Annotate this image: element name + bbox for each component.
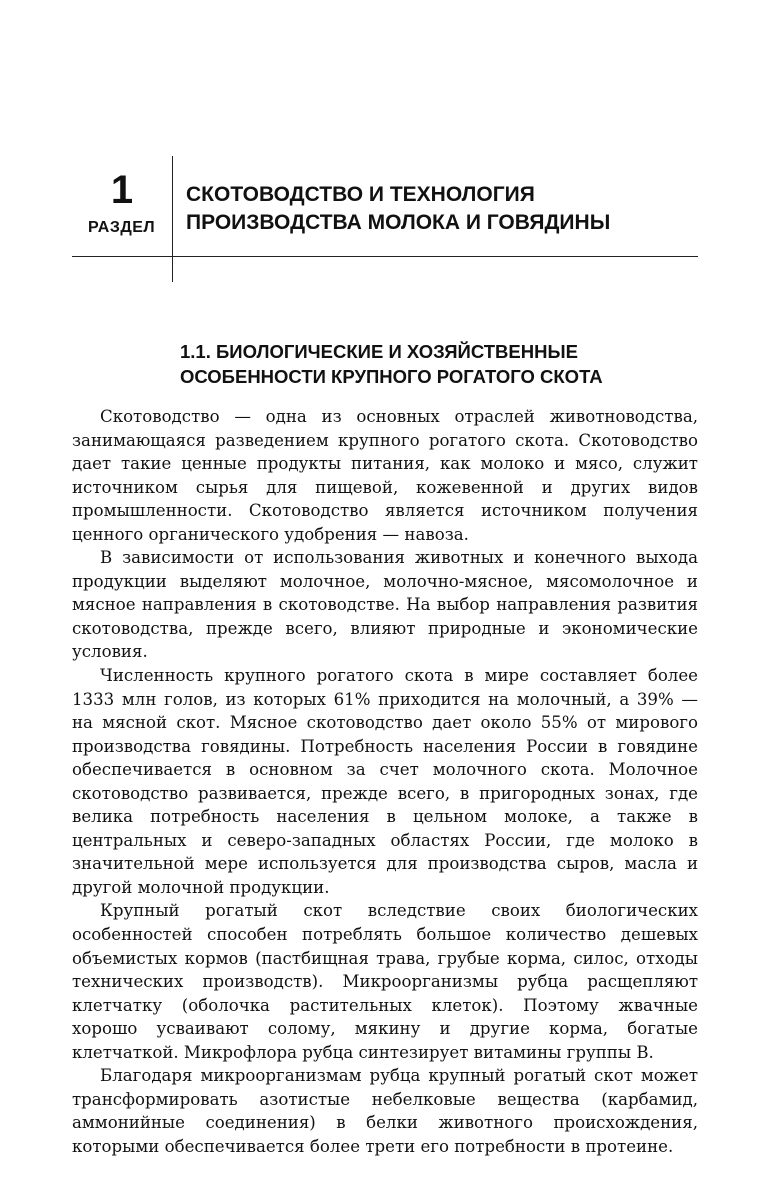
paragraph-line: на мясной скот. Мясное скотоводство дает около 55% от мирового	[72, 713, 698, 733]
paragraph-line: велика потребность населения в цельном молоке, а также в	[72, 807, 698, 827]
paragraph-line: 1333 млн голов, из которых 61% приходится на молочный, а 39% —	[72, 689, 698, 709]
chapter-number: 1	[110, 168, 134, 212]
paragraph-line: технических производств). Микроорганизмы рубца расщепляют	[72, 972, 698, 992]
body-text	[72, 405, 698, 1159]
paragraph-line: объемистых кормов (пастбищная трава, грубые корма, силос, отходы	[72, 948, 698, 968]
paragraph	[72, 664, 698, 899]
paragraph-line: клетчаткой. Микрофлора рубца синтезирует витамины группы В.	[72, 1042, 654, 1062]
section-title-line: ОСОБЕННОСТИ КРУПНОГО РОГАТОГО СКОТА	[180, 366, 603, 387]
paragraph-line: обеспечивается в основном за счет молочного скота. Молочное	[72, 760, 698, 780]
paragraph	[72, 405, 698, 546]
paragraph-line: источником сырья для пищевой, кожевенной и других видов	[72, 477, 698, 497]
paragraph-line: скотоводство развивается, прежде всего, в пригородных зонах, где	[72, 783, 698, 803]
paragraph-line: продукции выделяют молочное, молочно-мясное, мясомолочное и	[72, 571, 698, 591]
chapter-title-line: ПРОИЗВОДСТВА МОЛОКА И ГОВЯДИНЫ	[186, 211, 611, 234]
paragraph-line: мясное направления в скотоводстве. На выбор направления развития	[72, 595, 698, 615]
chapter-title-line: СКОТОВОДСТВО И ТЕХНОЛОГИЯ	[186, 183, 535, 206]
paragraph	[72, 899, 698, 1064]
section-title	[180, 339, 680, 389]
paragraph-line: промышленности. Скотоводство является источником получения	[72, 501, 698, 521]
paragraph-line: производства говядины. Потребность населения России в говядине	[72, 736, 698, 756]
paragraph-line: В зависимости от использования животных и конечного выхода	[100, 548, 698, 568]
paragraph-line: другой молочной продукции.	[72, 877, 330, 897]
chapter-label: РАЗДЕЛ	[88, 219, 156, 236]
paragraph-line: скотоводства, прежде всего, влияют природные и экономические	[72, 618, 698, 638]
section-title-line: 1.1. БИОЛОГИЧЕСКИЕ И ХОЗЯЙСТВЕННЫЕ	[180, 341, 578, 362]
paragraph-line: центральных и северо-западных областях России, где молоко в	[72, 830, 698, 850]
chapter-horizontal-divider	[72, 256, 698, 257]
paragraph-line: занимающаяся разведением крупного рогатого скота. Скотоводство	[72, 430, 698, 450]
paragraph-line: Благодаря микроорганизмам рубца крупный рогатый скот может	[100, 1066, 698, 1086]
paragraph-line: дает такие ценные продукты питания, как молоко и мясо, служит	[72, 454, 698, 474]
paragraph-line: Численность крупного рогатого скота в мире составляет более	[100, 666, 698, 686]
paragraph-line: трансформировать азотистые небелковые вещества (карбамид,	[72, 1089, 698, 1109]
paragraph-line: Скотоводство — одна из основных отраслей животноводства,	[100, 407, 698, 426]
paragraph-line: ценного органического удобрения — навоза.	[72, 524, 469, 544]
paragraph-line: значительной мере используется для производства сыров, масла и	[72, 854, 698, 874]
paragraph-line: Крупный рогатый скот вследствие своих биологических	[100, 901, 698, 921]
chapter-title	[186, 181, 686, 237]
paragraph-line: аммонийные соединения) в белки животного происхождения,	[72, 1113, 698, 1133]
paragraph	[72, 546, 698, 664]
paragraph-line: хорошо усваивают солому, мякину и другие корма, богатые	[72, 1019, 698, 1039]
paragraph-line: клетчатку (оболочка растительных клеток). Поэтому жвачные	[72, 995, 698, 1015]
paragraph	[72, 1064, 698, 1158]
paragraph-line: которыми обеспечивается более трети его потребности в протеине.	[72, 1136, 674, 1156]
paragraph-line: условия.	[72, 642, 148, 662]
chapter-vertical-divider	[172, 156, 173, 282]
paragraph-line: особенностей способен потреблять большое количество дешевых	[72, 925, 698, 945]
